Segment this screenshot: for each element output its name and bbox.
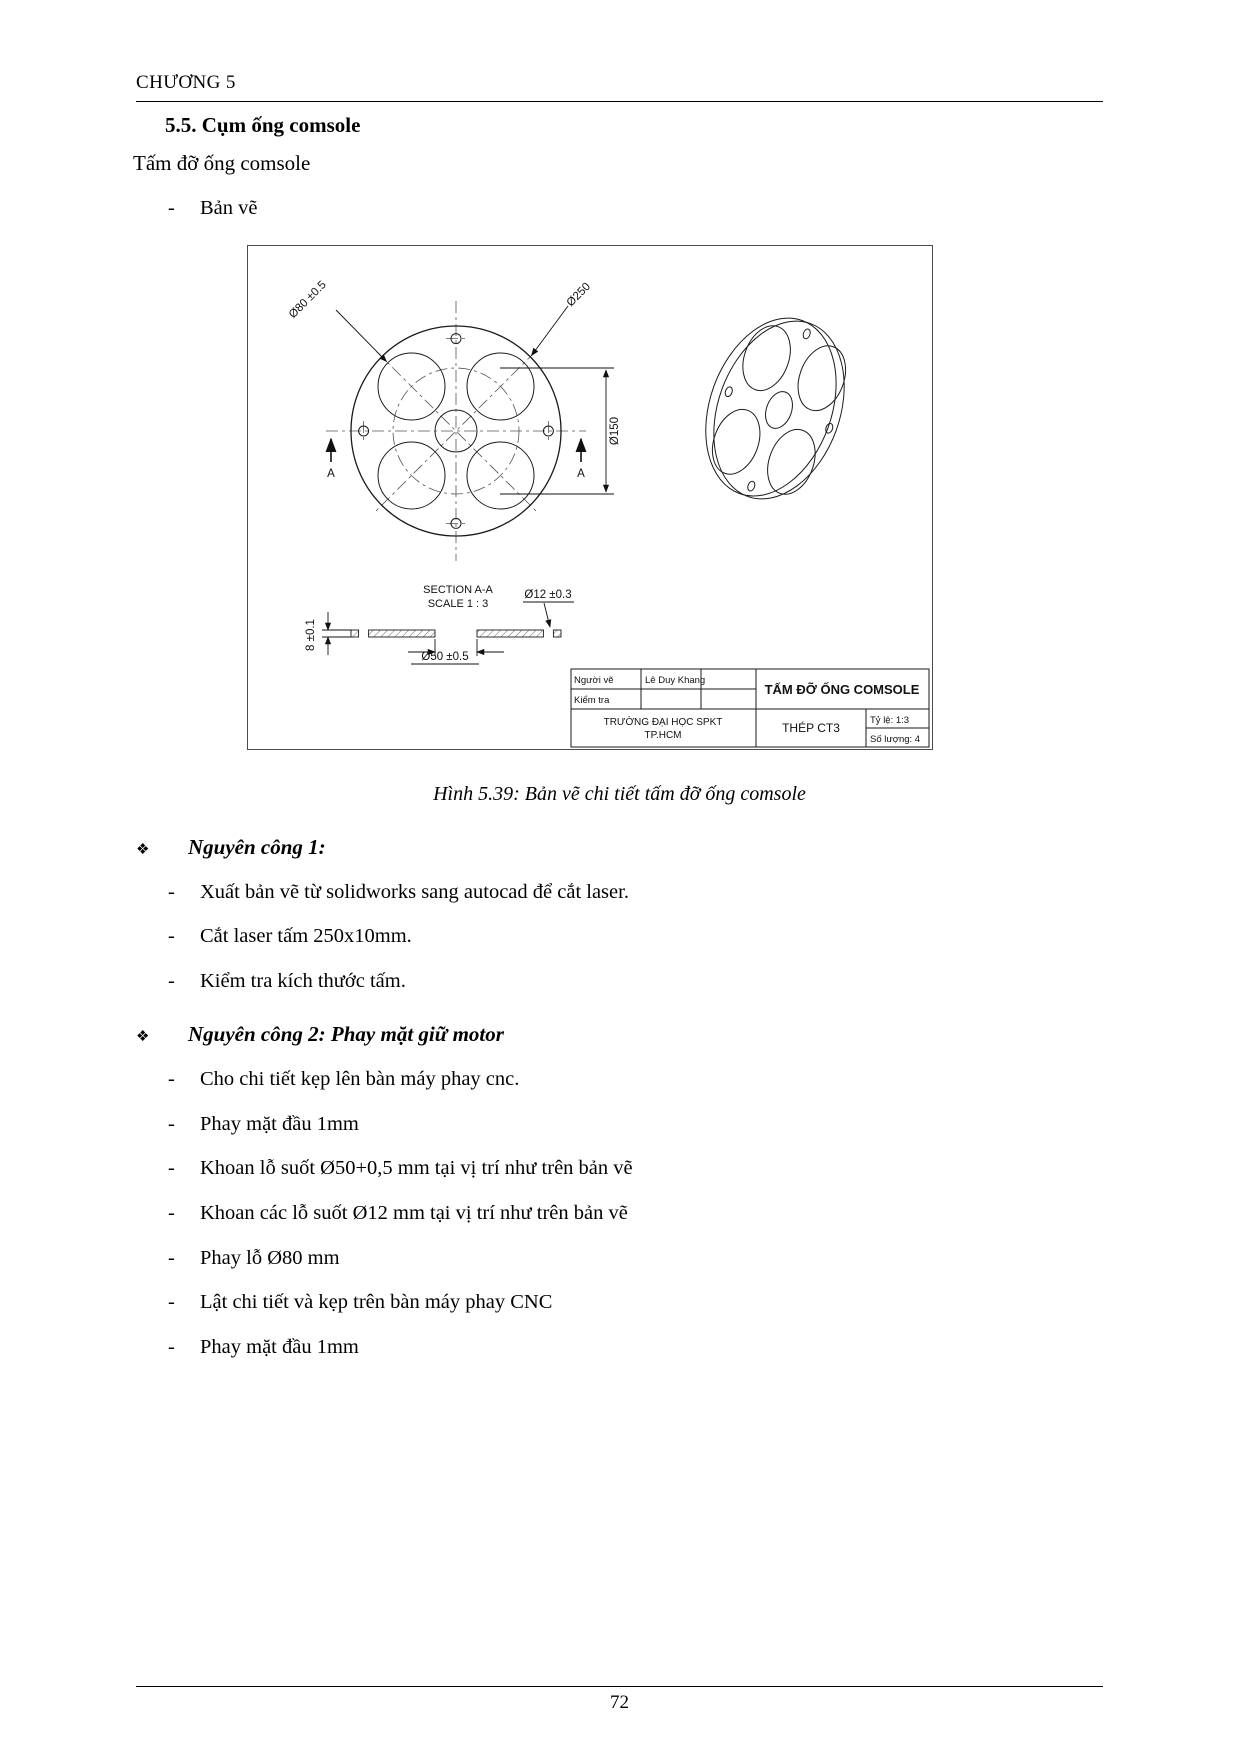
list-item (136, 881, 1103, 905)
titleblock-material: THÉP CT3 (782, 720, 840, 735)
dim-d80-label: Ø80 ±0.5 (286, 278, 329, 321)
list-item-text: Kiểm tra kích thước tấm. (200, 969, 406, 992)
dim-d150-label: Ø150 (609, 416, 621, 445)
diamond-bullet-icon: ❖ (136, 841, 150, 858)
list-item-text: Phay mặt đầu 1mm (200, 1335, 359, 1358)
titleblock-quantity: Số lượng: 4 (870, 733, 921, 745)
intro-text: Tấm đỡ ống comsole (133, 151, 311, 175)
operation-1-title: Nguyên công 1: (188, 834, 326, 859)
list-item (136, 1247, 1103, 1271)
section-heading: 5.5. Cụm ống comsole (165, 113, 361, 137)
list-item (136, 1336, 1103, 1360)
list-item-text: Cắt laser tấm 250x10mm. (200, 925, 412, 948)
list-item (136, 1068, 1103, 1092)
dim-d50-label: Ø50 ±0.5 (421, 650, 469, 663)
dash-marker: - (168, 1335, 175, 1358)
list-item-text: Bản vẽ (200, 197, 258, 219)
operation-1-heading (136, 835, 1103, 860)
list-item-text: Xuất bản vẽ từ solidworks sang autocad để cắt laser. (200, 880, 629, 903)
dash-marker: - (168, 1157, 175, 1180)
section-title-label: SECTION A-A (423, 583, 493, 596)
list-item-banve (136, 197, 1103, 221)
operation-2-heading (136, 1022, 1103, 1047)
dash-marker: - (168, 969, 175, 992)
dim-d12-label: Ø12 ±0.3 (524, 588, 572, 601)
cut-label-a-left: A (327, 467, 335, 480)
list-item (136, 1113, 1103, 1137)
list-item (136, 1202, 1103, 1226)
cut-label-a-right: A (577, 467, 585, 480)
titleblock-checker-label: Kiểm tra (574, 694, 610, 706)
list-item (136, 925, 1103, 949)
dash-marker: - (168, 1201, 175, 1224)
title-block (571, 669, 929, 747)
chapter-header: CHƯƠNG 5 (136, 72, 1103, 102)
figure-caption: Hình 5.39: Bản vẽ chi tiết tấm đỡ ống comsole (433, 782, 806, 805)
titleblock-drawer-value: Lê Duy Khang (645, 674, 706, 686)
isometric-view (682, 299, 867, 516)
dash-marker: - (168, 1291, 175, 1314)
page-footer (136, 1686, 1103, 1714)
dash-marker: - (168, 1068, 175, 1091)
list-item (136, 1291, 1103, 1315)
dash-marker: - (168, 925, 175, 948)
section-view (305, 584, 574, 664)
list-item-text: Khoan các lỗ suốt Ø12 mm tại vị trí như trên bản vẽ (200, 1201, 628, 1224)
front-view-dimensions (331, 306, 614, 494)
titleblock-drawer-label: Người vẽ (574, 674, 614, 686)
titleblock-school-line1: TRƯỜNG ĐẠI HỌC SPKT (603, 716, 723, 728)
operation-2-title: Nguyên công 2: Phay mặt giữ motor (188, 1022, 504, 1047)
titleblock-part-name: TẤM ĐỠ ỐNG COMSOLE (764, 681, 920, 697)
dim-d250-label: Ø250 (564, 280, 594, 309)
list-item-text: Cho chi tiết kẹp lên bàn máy phay cnc. (200, 1068, 520, 1091)
list-item-text: Phay lỗ Ø80 mm (200, 1246, 340, 1269)
list-item (136, 970, 1103, 994)
list-item-text: Lật chi tiết và kẹp trên bàn máy phay CNC (200, 1291, 553, 1314)
list-item-text: Khoan lỗ suốt Ø50+0,5 mm tại vị trí như trên bản vẽ (200, 1157, 633, 1180)
dim-8-label: 8 ±0.1 (305, 618, 317, 651)
titleblock-school-line2: TP.HCM (644, 729, 682, 741)
figure-technical-drawing (247, 245, 933, 750)
list-item-text: Phay mặt đầu 1mm (200, 1112, 359, 1135)
page-number: 72 (610, 1692, 629, 1713)
technical-drawing-svg (248, 246, 932, 749)
dash-marker: - (168, 1246, 175, 1269)
section-scale-label: SCALE 1 : 3 (427, 597, 489, 610)
list-item (136, 1157, 1103, 1181)
titleblock-scale: Tỷ lệ: 1:3 (870, 714, 910, 726)
dash-marker: - (168, 880, 175, 903)
dash-marker: - (168, 1112, 175, 1135)
dash-marker: - (168, 197, 175, 219)
diamond-bullet-icon: ❖ (136, 1029, 150, 1046)
